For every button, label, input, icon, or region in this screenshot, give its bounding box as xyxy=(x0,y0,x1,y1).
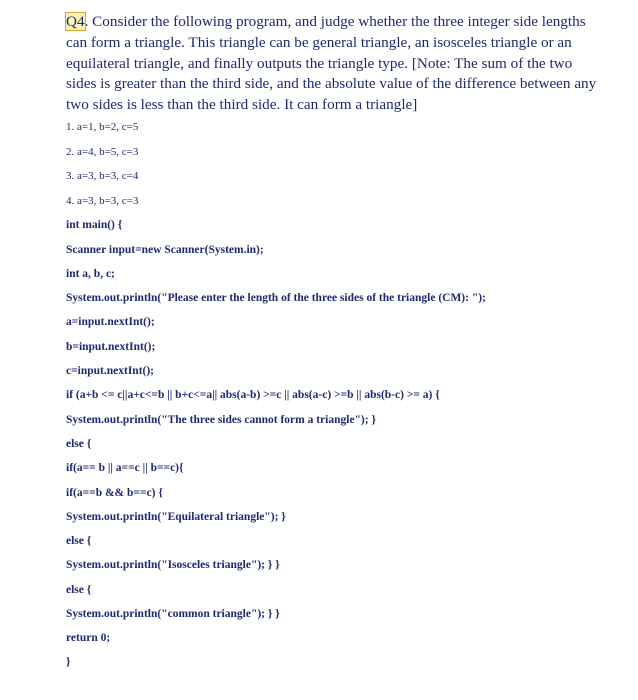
code-line-15: System.out.println("Isosceles triangle"); } } xyxy=(66,559,280,571)
option-4: 4. a=3, b=3, c=3 xyxy=(66,195,139,207)
option-1: 1. a=1, b=2, c=5 xyxy=(66,121,139,133)
question-text xyxy=(66,12,606,116)
code-line-19: } xyxy=(66,656,71,668)
code-line-13: System.out.println("Equilateral triangle"); } xyxy=(66,511,286,523)
code-line-10: else { xyxy=(66,438,92,450)
code-line-9: System.out.println("The three sides cannot form a triangle"); } xyxy=(66,414,376,426)
code-line-7: c=input.nextInt(); xyxy=(66,365,155,377)
code-line-4: System.out.println("Please enter the length of the three sides of the triangle (CM): "); xyxy=(66,292,486,304)
code-line-3: int a, b, c; xyxy=(66,268,115,280)
code-line-17: System.out.println("common triangle"); } } xyxy=(66,608,280,620)
question-number: Q4 xyxy=(66,13,85,30)
code-line-12: if(a==b && b==c) { xyxy=(66,487,163,499)
code-line-8: if (a+b <= c||a+c<=b || b+c<=a|| abs(a-b) >=c || abs(a-c) >=b || abs(b-c) >= a) { xyxy=(66,389,440,401)
code-line-14: else { xyxy=(66,535,92,547)
code-line-18: return 0; xyxy=(66,632,111,644)
code-line-2: Scanner input=new Scanner(System.in); xyxy=(66,244,264,256)
code-line-6: b=input.nextInt(); xyxy=(66,341,156,353)
code-line-16: else { xyxy=(66,584,92,596)
option-2: 2. a=4, b=5, c=3 xyxy=(66,146,139,158)
question-body: . Consider the following program, and judge whether the three integer side lengths can form a triangle. This triangle can be general triangle, an isosceles triangle or an equilateral triangle, and finally outputs the triangle type. [Note: The sum of the two sides is greater than the third side, and the absolute value of the difference between any two sides is less than the third side. It can form a triangle] xyxy=(66,13,597,114)
option-3: 3. a=3, b=3, c=4 xyxy=(66,170,139,182)
code-line-11: if(a== b || a==c || b==c){ xyxy=(66,462,184,474)
code-line-1: int main() { xyxy=(66,219,123,231)
code-line-5: a=input.nextInt(); xyxy=(66,316,155,328)
